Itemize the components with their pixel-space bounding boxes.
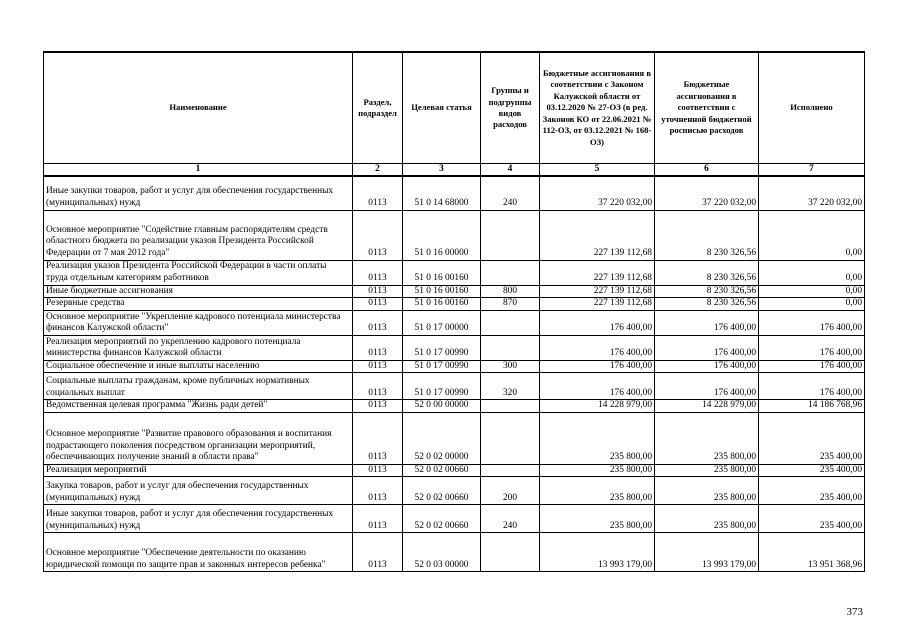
row-refined: 8 230 326,56	[655, 285, 759, 298]
row-article: 51 0 17 00990	[403, 373, 481, 400]
row-article: 52 0 00 00000	[403, 400, 481, 413]
row-group: 870	[481, 298, 540, 311]
row-section: 0113	[353, 412, 403, 464]
row-approved: 227 139 112,68	[540, 298, 655, 311]
header-refined: Бюджетные ассигнования в соответствии с уточненной бюджетной росписью расходов	[655, 52, 759, 164]
row-refined: 8 230 326,56	[655, 298, 759, 311]
header-group: Группы и подгруппы видов расходов	[481, 52, 540, 164]
row-refined: 8 230 326,56	[655, 260, 759, 285]
row-executed: 37 220 032,00	[759, 176, 865, 210]
header-row	[44, 52, 865, 164]
row-group	[481, 464, 540, 477]
row-executed: 0,00	[759, 285, 865, 298]
row-article: 52 0 02 00000	[403, 412, 481, 464]
row-executed: 0,00	[759, 260, 865, 285]
row-approved: 176 400,00	[540, 310, 655, 335]
row-name: Резервные средства	[44, 298, 353, 311]
row-article: 51 0 14 68000	[403, 176, 481, 210]
row-group	[481, 400, 540, 413]
row-name: Иные бюджетные ассигнования	[44, 285, 353, 298]
row-group	[481, 335, 540, 360]
row-approved: 227 139 112,68	[540, 285, 655, 298]
table-row	[44, 400, 865, 413]
header-article: Целевая статья	[403, 52, 481, 164]
row-article: 51 0 16 00000	[403, 210, 481, 260]
row-approved: 227 139 112,68	[540, 260, 655, 285]
row-article: 52 0 03 00000	[403, 533, 481, 572]
page-number: 373	[846, 606, 863, 618]
row-article: 51 0 17 00990	[403, 335, 481, 360]
row-refined: 14 228 979,00	[655, 400, 759, 413]
table-row	[44, 533, 865, 572]
row-group	[481, 260, 540, 285]
column-number: 7	[759, 164, 865, 177]
row-approved: 37 220 032,00	[540, 176, 655, 210]
row-refined: 176 400,00	[655, 335, 759, 360]
table-row	[44, 360, 865, 373]
table-row	[44, 310, 865, 335]
row-refined: 8 230 326,56	[655, 210, 759, 260]
row-approved: 235 800,00	[540, 412, 655, 464]
budget-table	[43, 51, 865, 572]
row-group	[481, 310, 540, 335]
row-section: 0113	[353, 210, 403, 260]
row-executed: 176 400,00	[759, 335, 865, 360]
row-article: 52 0 02 00660	[403, 477, 481, 505]
row-section: 0113	[353, 464, 403, 477]
row-approved: 235 800,00	[540, 477, 655, 505]
row-refined: 176 400,00	[655, 373, 759, 400]
table-row	[44, 210, 865, 260]
row-refined: 235 800,00	[655, 412, 759, 464]
row-refined: 176 400,00	[655, 360, 759, 373]
row-section: 0113	[353, 400, 403, 413]
row-group: 240	[481, 176, 540, 210]
row-refined: 13 993 179,00	[655, 533, 759, 572]
header-approved: Бюджетные ассигнования в соответствии с Законом Калужской области от 03.12.2020 № 27-ОЗ (в ред. Законов КО от 22.06.2021 № 112-ОЗ, от 03.12.2021 № 168-ОЗ)	[540, 52, 655, 164]
column-number: 2	[353, 164, 403, 177]
row-executed: 176 400,00	[759, 310, 865, 335]
header-section: Раздел, подраздел	[353, 52, 403, 164]
row-name: Реализация мероприятий по укреплению кадрового потенциала министерства финансов Калужской области	[44, 335, 353, 360]
row-refined: 37 220 032,00	[655, 176, 759, 210]
row-approved: 13 993 179,00	[540, 533, 655, 572]
row-name: Реализация указов Президента Российской Федерации в части оплаты труда отдельным категориям работников	[44, 260, 353, 285]
table-row	[44, 373, 865, 400]
row-approved: 235 800,00	[540, 505, 655, 533]
row-article: 51 0 16 00160	[403, 298, 481, 311]
row-name: Реализация мероприятий	[44, 464, 353, 477]
row-article: 51 0 17 00000	[403, 310, 481, 335]
row-name: Ведомственная целевая программа "Жизнь ради детей"	[44, 400, 353, 413]
row-section: 0113	[353, 477, 403, 505]
table-row	[44, 176, 865, 210]
column-number: 3	[403, 164, 481, 177]
row-approved: 176 400,00	[540, 373, 655, 400]
row-group	[481, 533, 540, 572]
row-article: 51 0 17 00990	[403, 360, 481, 373]
header-name: Наименование	[44, 52, 353, 164]
table-row	[44, 505, 865, 533]
row-group: 300	[481, 360, 540, 373]
row-name: Социальное обеспечение и иные выплаты населению	[44, 360, 353, 373]
row-section: 0113	[353, 533, 403, 572]
row-approved: 176 400,00	[540, 360, 655, 373]
row-executed: 0,00	[759, 298, 865, 311]
row-executed: 235 400,00	[759, 412, 865, 464]
row-refined: 235 800,00	[655, 477, 759, 505]
row-section: 0113	[353, 373, 403, 400]
row-name: Закупка товаров, работ и услуг для обеспечения государственных (муниципальных) нужд	[44, 477, 353, 505]
row-executed: 235 400,00	[759, 505, 865, 533]
column-number: 5	[540, 164, 655, 177]
row-name: Основное мероприятие "Укрепление кадрового потенциала министерства финансов Калужской области"	[44, 310, 353, 335]
row-name: Основное мероприятие "Содействие главным распорядителям средств областного бюджета по реализации указов Президента Российской Федерации от 7 мая 2012 года"	[44, 210, 353, 260]
table-row	[44, 260, 865, 285]
row-approved: 235 800,00	[540, 464, 655, 477]
table-row	[44, 412, 865, 464]
row-group: 240	[481, 505, 540, 533]
row-refined: 176 400,00	[655, 310, 759, 335]
row-article: 51 0 16 00160	[403, 285, 481, 298]
column-number-row	[44, 164, 865, 177]
row-executed: 176 400,00	[759, 373, 865, 400]
row-group: 200	[481, 477, 540, 505]
header-executed: Исполнено	[759, 52, 865, 164]
row-section: 0113	[353, 298, 403, 311]
row-section: 0113	[353, 260, 403, 285]
row-article: 52 0 02 00660	[403, 505, 481, 533]
row-section: 0113	[353, 505, 403, 533]
row-executed: 235 400,00	[759, 464, 865, 477]
row-approved: 14 228 979,00	[540, 400, 655, 413]
row-executed: 176 400,00	[759, 360, 865, 373]
row-section: 0113	[353, 176, 403, 210]
column-number: 4	[481, 164, 540, 177]
table-row	[44, 464, 865, 477]
row-executed: 235 400,00	[759, 477, 865, 505]
table-row	[44, 285, 865, 298]
row-executed: 0,00	[759, 210, 865, 260]
row-section: 0113	[353, 360, 403, 373]
column-number: 6	[655, 164, 759, 177]
row-refined: 235 800,00	[655, 505, 759, 533]
row-name: Основное мероприятие "Развитие правового образования и воспитания подрастающего поколения посредством организации мероприятий, обеспечивающих получение знаний в области права"	[44, 412, 353, 464]
column-number: 1	[44, 164, 353, 177]
row-group: 800	[481, 285, 540, 298]
row-section: 0113	[353, 285, 403, 298]
row-article: 52 0 02 00660	[403, 464, 481, 477]
row-section: 0113	[353, 335, 403, 360]
row-approved: 227 139 112,68	[540, 210, 655, 260]
row-group	[481, 412, 540, 464]
row-name: Социальные выплаты гражданам, кроме публичных нормативных социальных выплат	[44, 373, 353, 400]
row-approved: 176 400,00	[540, 335, 655, 360]
row-group	[481, 210, 540, 260]
row-executed: 14 186 768,96	[759, 400, 865, 413]
row-article: 51 0 16 00160	[403, 260, 481, 285]
row-name: Основное мероприятие "Обеспечение деятельности по оказанию юридической помощи по защите прав и законных интересов ребенка"	[44, 533, 353, 572]
table-row	[44, 335, 865, 360]
table-row	[44, 298, 865, 311]
row-section: 0113	[353, 310, 403, 335]
row-refined: 235 800,00	[655, 464, 759, 477]
table-row	[44, 477, 865, 505]
row-name: Иные закупки товаров, работ и услуг для обеспечения государственных (муниципальных) нужд	[44, 176, 353, 210]
row-group: 320	[481, 373, 540, 400]
row-name: Иные закупки товаров, работ и услуг для обеспечения государственных (муниципальных) нужд	[44, 505, 353, 533]
row-executed: 13 951 368,96	[759, 533, 865, 572]
